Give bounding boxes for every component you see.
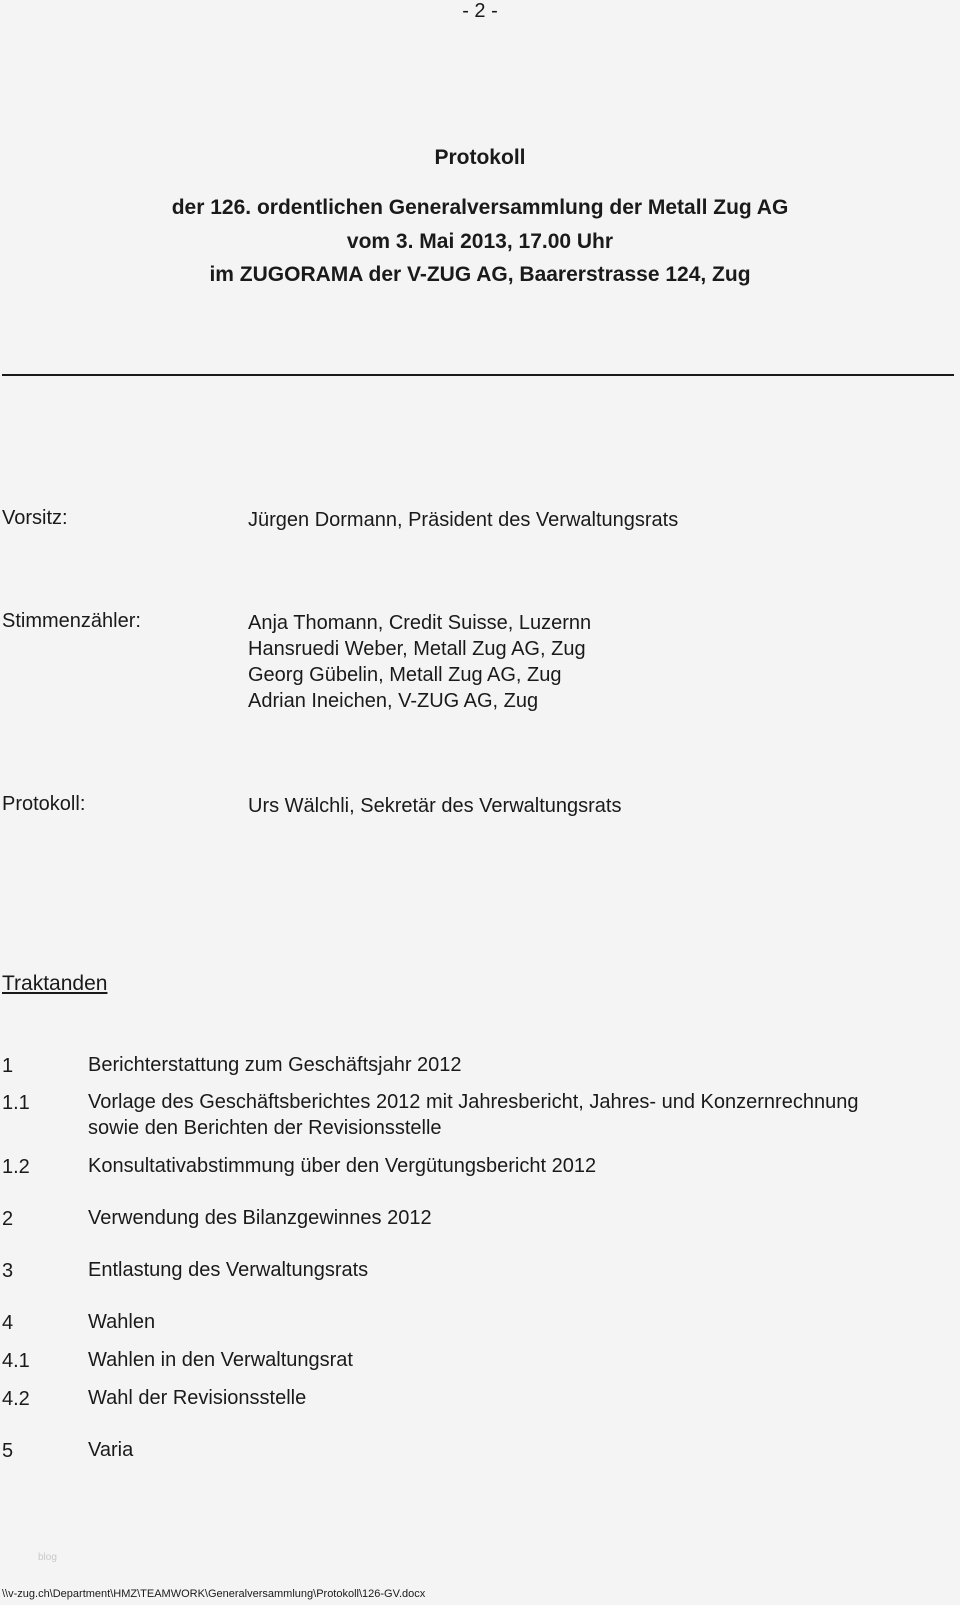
- traktanden-heading: Traktanden: [2, 972, 108, 995]
- agenda-text: [88, 1089, 858, 1141]
- agenda-number: 1.2: [2, 1156, 30, 1178]
- agenda-text-line: Vorlage des Geschäftsberichtes 2012 mit Jahresbericht, Jahres- und Konzernrechnung: [88, 1091, 859, 1113]
- meeting-name: der 126. ordentlichen Generalversammlung der Metall Zug AG: [171, 196, 789, 219]
- agenda-text: Wahlen: [88, 1311, 156, 1333]
- stimmenzaehler-label: Stimmenzähler:: [2, 610, 141, 632]
- protokoll-label: Protokoll:: [2, 793, 86, 815]
- agenda-text: Verwendung des Bilanzgewinnes 2012: [88, 1207, 432, 1229]
- agenda-text: Varia: [88, 1439, 134, 1461]
- agenda-number: 2: [2, 1208, 14, 1230]
- agenda-text-line: sowie den Berichten der Revisionsstelle: [88, 1117, 442, 1139]
- agenda-text: Wahlen in den Verwaltungsrat: [88, 1349, 353, 1371]
- agenda-text: Konsultativabstimmung über den Vergütungsbericht 2012: [88, 1155, 597, 1177]
- agenda-number: 1.1: [2, 1092, 30, 1114]
- stimmenzaehler-item: Adrian Ineichen, V-ZUG AG, Zug: [248, 690, 539, 712]
- agenda-number: 3: [2, 1260, 14, 1282]
- agenda-number: 5: [2, 1440, 14, 1462]
- agenda-number: 4.1: [2, 1350, 30, 1372]
- stimmenzaehler-list: [248, 610, 591, 714]
- meeting-location: im ZUGORAMA der V-ZUG AG, Baarerstrasse 124, Zug: [209, 263, 751, 286]
- vorsitz-label: Vorsitz:: [2, 507, 68, 529]
- protokoll-value: Urs Wälchli, Sekretär des Verwaltungsrats: [248, 795, 622, 817]
- agenda-text: Entlastung des Verwaltungsrats: [88, 1259, 369, 1281]
- stimmenzaehler-item: Anja Thomann, Credit Suisse, Luzernn: [248, 612, 592, 634]
- agenda-number: 4.2: [2, 1388, 30, 1410]
- meeting-date: vom 3. Mai 2013, 17.00 Uhr: [346, 230, 614, 253]
- document-title: Protokoll: [434, 146, 526, 169]
- footer-file-path: \\v-zug.ch\Department\HMZ\TEAMWORK\Generalversammlung\Protokoll\126-GV.docx: [2, 1588, 426, 1600]
- stimmenzaehler-item: Hansruedi Weber, Metall Zug AG, Zug: [248, 638, 586, 660]
- page-number: - 2 -: [462, 0, 498, 22]
- watermark: blog: [38, 1552, 57, 1563]
- vorsitz-value: Jürgen Dormann, Präsident des Verwaltungsrats: [248, 509, 679, 531]
- agenda-number: 1: [2, 1055, 14, 1077]
- agenda-text: Berichterstattung zum Geschäftsjahr 2012: [88, 1054, 462, 1076]
- agenda-number: 4: [2, 1312, 14, 1334]
- header-divider: [2, 374, 954, 376]
- stimmenzaehler-item: Georg Gübelin, Metall Zug AG, Zug: [248, 664, 562, 686]
- agenda-text: Wahl der Revisionsstelle: [88, 1387, 307, 1409]
